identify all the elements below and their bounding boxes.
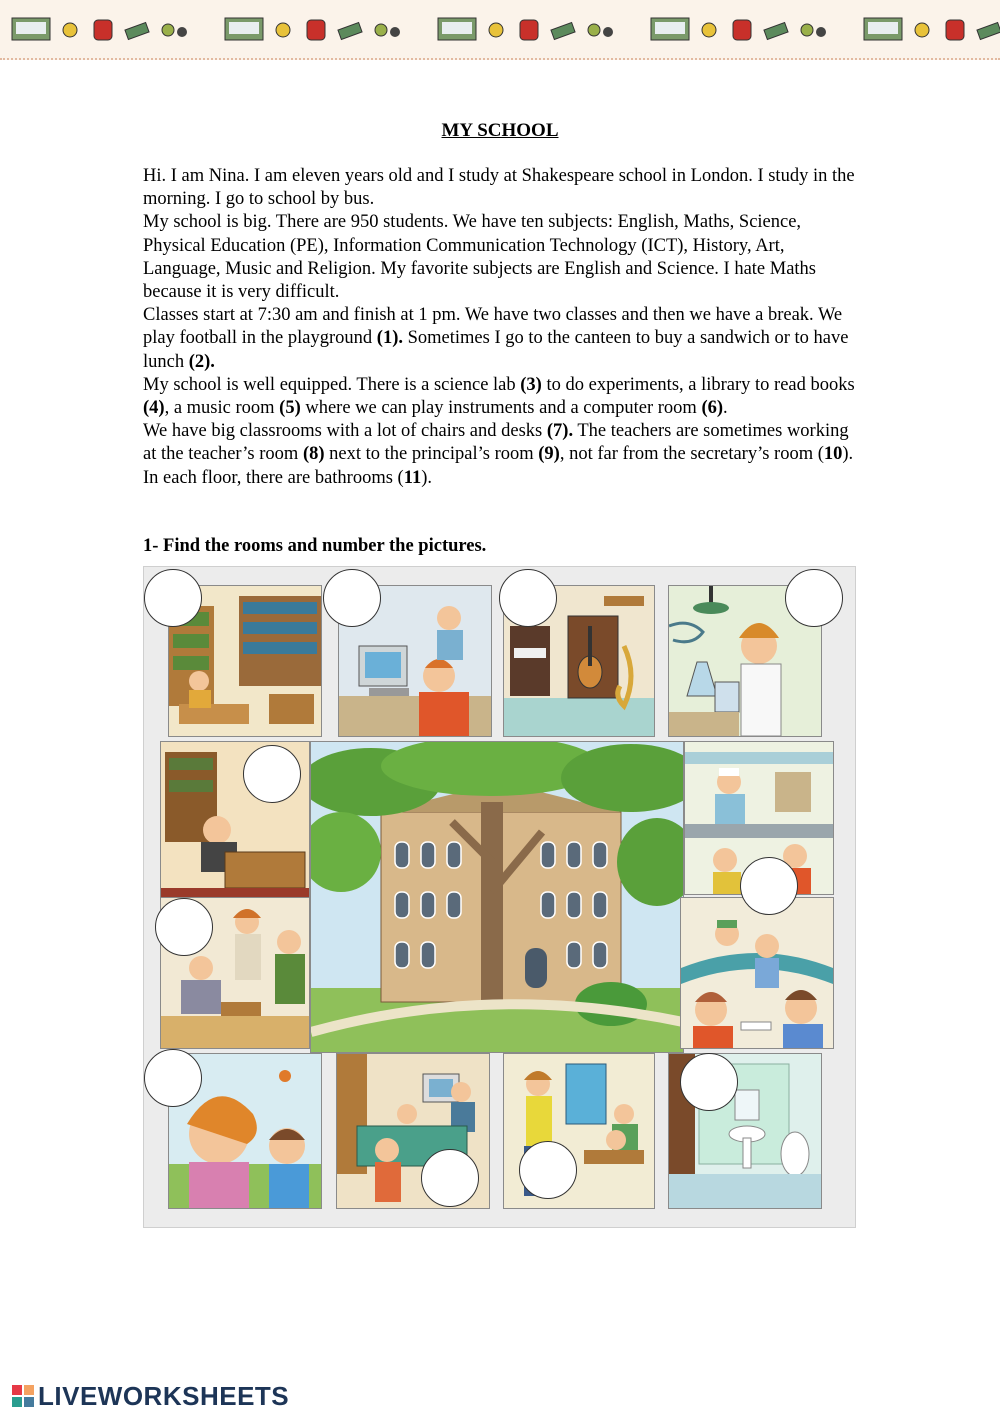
room-number-ref: (9) <box>538 444 560 465</box>
passage-text: to do experiments, a library to read books <box>541 374 855 395</box>
answer-circle[interactable] <box>680 1053 738 1111</box>
passage-text: , a music room <box>164 398 280 419</box>
room-number-ref: (7). <box>546 421 574 442</box>
passage-text: where we can play instruments and a computer room <box>300 398 702 419</box>
decorative-header-border <box>0 0 1000 60</box>
passage-text: next to the principal’s room <box>324 444 539 465</box>
answer-circle[interactable] <box>785 569 843 627</box>
passage-text: ). <box>421 467 432 488</box>
passage-text: ). In each floor, there are bathrooms ( <box>143 444 854 488</box>
passage-text: , not far from the secretary’s room ( <box>559 444 824 465</box>
paragraph-rooms <box>143 420 863 490</box>
room-number-ref: (3) <box>520 374 542 395</box>
answer-circle[interactable] <box>740 857 798 915</box>
answer-circle[interactable] <box>323 569 381 627</box>
liveworksheets-mark-icon <box>12 1385 34 1407</box>
room-number-ref: (6) <box>701 398 724 419</box>
room-number-ref: (5) <box>279 398 301 419</box>
page-title: MY SCHOOL <box>441 120 559 141</box>
room-number-ref: (1). <box>376 328 403 349</box>
room-number-ref: 11 <box>403 467 422 488</box>
answer-circle[interactable] <box>499 569 557 627</box>
room-number-ref: (2). <box>188 351 215 372</box>
answer-circle[interactable] <box>155 898 213 956</box>
school-rooms-picture-panel <box>143 566 856 1228</box>
room-number-ref: 10 <box>823 444 843 465</box>
answer-circle[interactable] <box>144 1049 202 1107</box>
passage-text: Sometimes I go to the canteen to buy a sandwich or to have lunch <box>143 328 849 372</box>
paragraph-classes <box>143 304 863 374</box>
passage-text: Classes start at 7:30 am and finish at 1 pm. We have two classes and then we have a break. We play football in the playground <box>143 305 843 349</box>
answer-circle[interactable] <box>421 1149 479 1207</box>
scene-canteen-lunch <box>680 897 834 1049</box>
answer-circle[interactable] <box>519 1141 577 1199</box>
passage-text: My school is well equipped. There is a science lab <box>143 374 521 395</box>
paragraph-equipment <box>143 374 863 420</box>
brand-name: LIVEWORKSHEETS <box>38 1380 290 1411</box>
paragraph-subjects: My school is big. There are 950 students. We have ten subjects: English, Maths, Science, Physical Education (PE), Information Communication Technology (ICT), History, Art, Language, Music and Religion. My favorite subjects are English and Science. I hate Maths because it is very difficult. <box>143 212 817 303</box>
school-icons-border-pattern <box>0 10 1000 50</box>
answer-circle[interactable] <box>243 745 301 803</box>
reading-passage <box>143 165 863 490</box>
passage-text: The teachers are sometimes working at the teacher’s room <box>143 421 849 465</box>
exercise-question: 1- Find the rooms and number the pictures. <box>143 536 487 556</box>
passage-text: We have big classrooms with a lot of chairs and desks <box>143 421 547 442</box>
room-number-ref: (4) <box>143 398 165 419</box>
paragraph-intro: Hi. I am Nina. I am eleven years old and I study at Shakespeare school in London. I study in the morning. I go to school by bus. <box>143 166 855 210</box>
passage-text: . <box>723 398 728 419</box>
answer-circle[interactable] <box>144 569 202 627</box>
scene-school-building <box>310 741 684 1053</box>
room-number-ref: (8) <box>302 444 325 465</box>
liveworksheets-logo <box>12 1381 289 1411</box>
